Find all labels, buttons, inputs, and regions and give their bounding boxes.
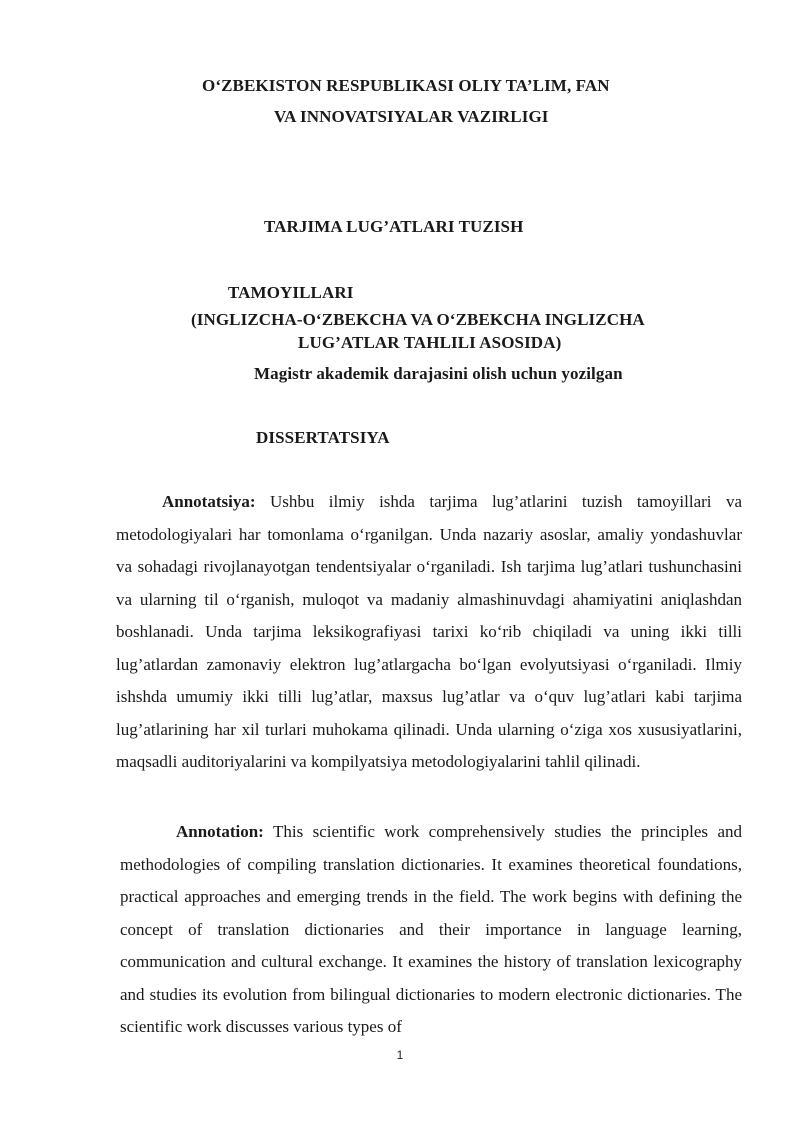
ministry-line-2: VA INNOVATSIYALAR VAZIRLIGI [274, 107, 549, 126]
ministry-line-1: O‘ZBEKISTON RESPUBLIKASI OLIY TA’LIM, FAN [202, 76, 610, 95]
title-line-4: LUG’ATLAR TAHLILI ASOSIDA) [298, 333, 562, 352]
annotation-english-text: This scientific work comprehensively studies the principles and methodologies of compiling translation dictionaries. It examines theoretical foundations, practical approaches and emerging trends in the field. The work begins with defining the concept of translation dictionaries and their importance in language learning, communication and cultural exchange. It examines the history of translation lexicography and studies its evolution from bilingual dictionaries to modern electronic dictionaries. The scientific work discusses various types of [120, 822, 742, 1036]
title-line-2: TAMOYILLARI [228, 283, 354, 302]
annotation-english [120, 816, 742, 1044]
annotation-english-label: Annotation: [176, 822, 264, 841]
annotation-uzbek-label: Annotatsiya: [162, 492, 256, 511]
annotation-uzbek [116, 486, 742, 779]
degree-note: Magistr akademik darajasini olish uchun yozilgan [254, 364, 623, 383]
page-number: 1 [396, 1048, 404, 1062]
title-line-1: TARJIMA LUG’ATLARI TUZISH [264, 217, 524, 236]
document-type: DISSERTATSIYA [256, 428, 390, 447]
title-line-3: (INGLIZCHA-O‘ZBEKCHA VA O‘ZBEKCHA INGLIZCHA [191, 310, 645, 329]
annotation-uzbek-text: Ushbu ilmiy ishda tarjima lug’atlarini tuzish tamoyillari va metodologiyalari har tomonlama o‘rganilgan. Unda nazariy asoslar, amaliy yondashuvlar va sohadagi rivojlanayotgan tendentsiyalar o‘rganiladi. Ish tarjima lug’atlari tushunchasini va ularning til o‘rganish, muloqot va madaniy almashinuvdagi ahamiyatini aniqlashdan boshlanadi. Unda tarjima leksikografiyasi tarixi ko‘rib chiqiladi va uning ikki tilli lug’atlardan zamonaviy elektron lug’atlargacha bo‘lgan evolyutsiyasi o‘rganiladi. Ilmiy ishshda umumiy ikki tilli lug’atlar, maxsus lug’atlar va o‘quv lug’atlari kabi tarjima lug’atlarining har xil turlari muhokama qilinadi. Unda ularning o‘ziga xos xususiyatlarini, maqsadli auditoriyalarini va kompilyatsiya metodologiyalarini tahlil qilinadi. [116, 492, 742, 771]
